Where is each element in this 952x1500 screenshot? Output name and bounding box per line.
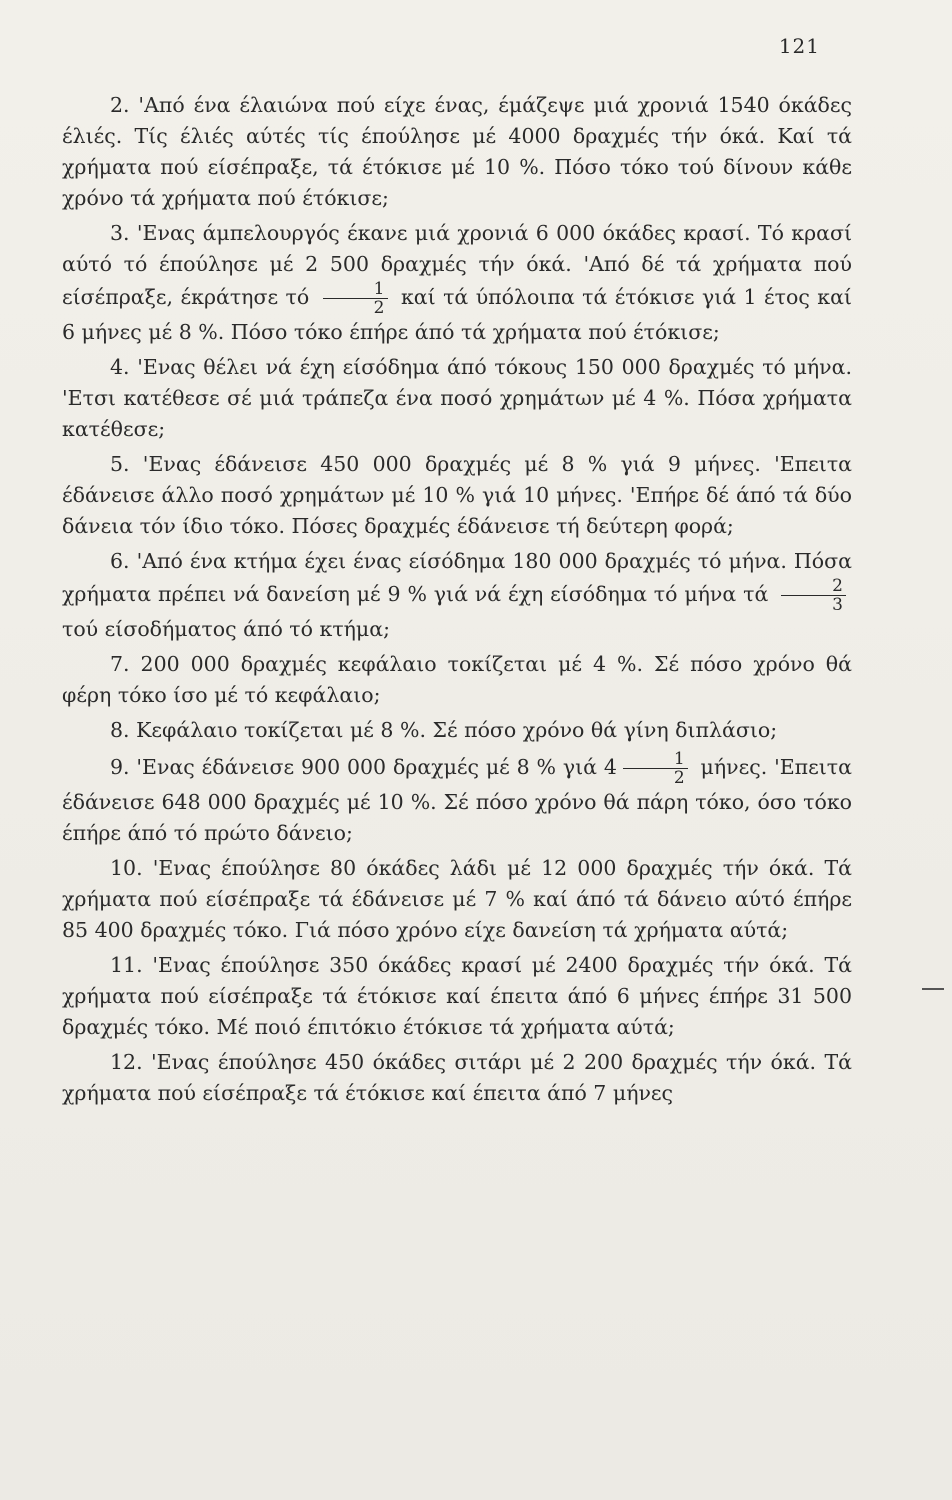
fraction-numerator: 2 xyxy=(781,577,846,596)
problem-list xyxy=(62,90,852,1113)
problem-6-text-before: 6. 'Από ένα κτήμα έχει ένας είσόδημα 180 000 δραχμές τό μήνα. Πόσα χρήματα πρέπει νά δανείση μέ 9 % γιά νά έχη είσόδημα τό μήνα τά xyxy=(62,549,852,606)
problem-3-text-before: 3. 'Ενας άμπελουργός έκανε μιά χρονιά 6 000 όκάδες κρασί. Τό κρασί αύτό τό έπούλησε μέ 2 500 δραχμές τήν όκά. 'Από δέ τά χρήματα πού είσέπραξε, έκράτησε τό xyxy=(62,221,852,309)
problem-9 xyxy=(62,750,852,849)
fraction-denominator: 3 xyxy=(832,595,843,615)
fraction-two-thirds xyxy=(781,577,846,614)
problem-10: 10. 'Ενας έπούλησε 80 όκάδες λάδι μέ 12 000 δραχμές τήν όκά. Τά χρήματα πού είσέπραξε τά έδάνεισε μέ 7 % καί άπό τά δάνειο αύτό έπήρε 85 400 δραχμές τόκο. Γιά πόσο χρόνο είχε δανείση τά χρήματα αύτά; xyxy=(62,856,852,942)
fraction-one-half xyxy=(623,750,688,787)
problem-9-text-before: 9. 'Ενας έδάνεισε 900 000 δραχμές μέ 8 % γιά 4 xyxy=(110,755,617,779)
problem-8: 8. Κεφάλαιο τοκίζεται μέ 8 %. Σέ πόσο χρόνο θά γίνη διπλάσιο; xyxy=(110,718,778,742)
problem-11: 11. 'Ενας έπούλησε 350 όκάδες κρασί μέ 2400 δραχμές τήν όκά. Τά χρήματα πού είσέπραξε τά έτόκισε καί έπειτα άπό 6 μήνες έπήρε 31 500 δραχμές τόκο. Μέ ποιό έπιτόκιο έτόκισε τά χρήματα αύτά; xyxy=(62,953,852,1039)
problem-9-text-after: μήνες. 'Επειτα έδάνεισε 648 000 δραχμές μέ 10 %. Σέ πόσο χρόνο θά πάρη τόκο, όσο τόκο έπήρε άπό τό πρώτο δάνειο; xyxy=(62,755,852,845)
problem-7: 7. 200 000 δραχμές κεφάλαιο τοκίζεται μέ 4 %. Σέ πόσο χρόνο θά φέρη τόκο ίσο μέ τό κεφάλαιο; xyxy=(62,652,852,707)
problem-5: 5. 'Ενας έδάνεισε 450 000 δραχμές μέ 8 % γιά 9 μήνες. 'Επειτα έδάνεισε άλλο ποσό χρημάτων μέ 10 % γιά 10 μήνες. 'Επήρε δέ άπό τά δύο δάνεια τόν ίδιο τόκο. Πόσες δραχμές έδάνεισε τή δεύτερη φορά; xyxy=(62,452,852,538)
problem-6-text-after: τού είσοδήματος άπό τό κτήμα; xyxy=(62,617,391,641)
fraction-one-half xyxy=(323,280,388,317)
fraction-numerator: 1 xyxy=(323,280,388,299)
problem-6 xyxy=(62,546,852,645)
problem-3-text-after: καί τά ύπόλοιπα τά έτόκισε γιά 1 έτος καί 6 μήνες μέ 8 %. Πόσο τόκο έπήρε άπό τά χρήματα πού έτόκισε; xyxy=(62,285,852,344)
margin-dash-mark xyxy=(922,988,944,990)
fraction-denominator: 2 xyxy=(673,768,685,788)
problem-2: 2. 'Από ένα έλαιώνα πού είχε ένας, έμάζεψε μιά χρονιά 1540 όκάδες έλιές. Τίς έλιές αύτές τίς έπούλησε μέ 4000 δραχμές τήν όκά. Καί τά χρήματα πού είσέπραξε, τά έτόκισε μέ 10 %. Πόσο τόκο τού δίνουν κάθε χρόνο τά χρήματα πού έτόκισε; xyxy=(62,93,852,210)
problem-3 xyxy=(62,218,852,348)
problem-4: 4. 'Ενας θέλει νά έχη είσόδημα άπό τόκους 150 000 δραχμές τό μήνα. 'Ετσι κατέθεσε σέ μιά τράπεζα ένα ποσό χρημάτων μέ 4 %. Πόσα χρήματα κατέθεσε; xyxy=(62,355,852,441)
fraction-numerator: 1 xyxy=(623,750,688,769)
page-number: 121 xyxy=(778,34,820,58)
fraction-denominator: 2 xyxy=(373,298,385,318)
problem-12: 12. 'Ενας έπούλησε 450 όκάδες σιτάρι μέ 2 200 δραχμές τήν όκά. Τά χρήματα πού είσέπραξε τά έτόκισε καί έπειτα άπό 7 μήνες xyxy=(62,1050,852,1105)
